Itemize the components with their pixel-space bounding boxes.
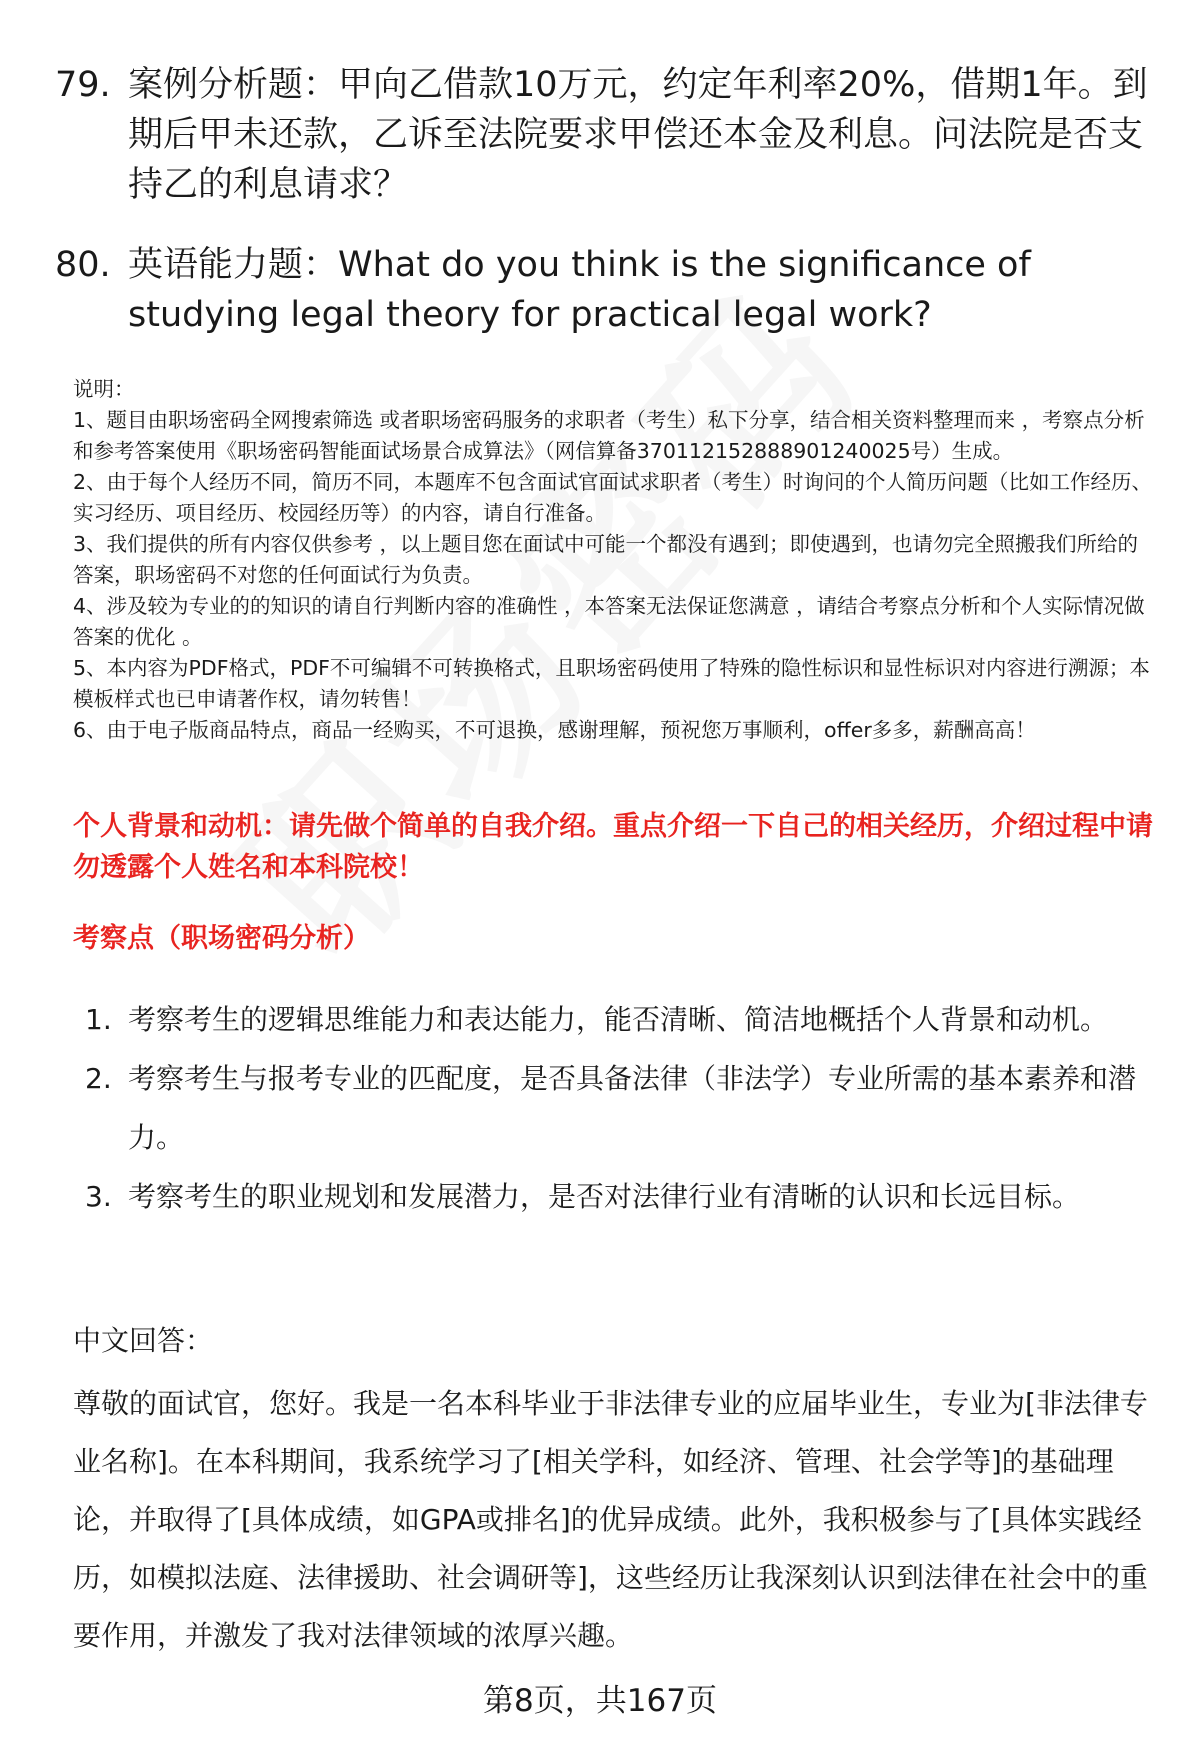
note-item: 2、由于每个人经历不同，简历不同，本题库不包含面试官面试求职者（考生）时询问的个人简历问题（比如工作经历、实习经历、项目经历、校园经历等）的内容，请自行准备。: [73, 470, 1153, 525]
note-item: 3、我们提供的所有内容仅供参考 ，以上题目您在面试中可能一个都没有遇到；即使遇到，也请勿完全照搬我们所给的答案，职场密码不对您的任何面试行为负责。: [73, 532, 1139, 587]
question-80: [55, 240, 1155, 340]
answer-text: 尊敬的面试官，您好。我是一名本科毕业于非法律专业的应届毕业生，专业为[非法律专业名称]。在本科期间，我系统学习了[相关学科，如经济、管理、社会学等]的基础理论，并取得了[具体成绩，如GPA或排名]的优异成绩。此外，我积极参与了[具体实践经历，如模拟法庭、法律援助、社会调研等]，这些经历让我深刻认识到法律在社会中的重要作用，并激发了我对法律领域的浓厚兴趣。: [73, 1387, 1148, 1652]
intro-question: 个人背景和动机：请先做个简单的自我介绍。重点介绍一下自己的相关经历，介绍过程中请勿透露个人姓名和本科院校！: [73, 811, 1153, 883]
question-text: 英语能力题：What do you think is the significance of studying legal theory for practical legal work?: [128, 245, 1031, 335]
note-item: 5、本内容为PDF格式，PDF不可编辑不可转换格式，且职场密码使用了特殊的隐性标识和显性标识对内容进行溯源；本模板样式也已申请著作权，请勿转售！: [73, 656, 1150, 711]
analysis-point: [85, 1167, 1160, 1226]
question-number: 79.: [55, 65, 111, 105]
notes-title: 说明：: [73, 377, 135, 401]
analysis-point: [85, 990, 1160, 1049]
page-footer: 第8页，共167页: [483, 1683, 717, 1719]
note-item: 4、涉及较为专业的的知识的请自行判断内容的准确性 ，本答案无法保证您满意 ，请结合考察点分析和个人实际情况做答案的优化 。: [73, 594, 1145, 649]
analysis-title: 考察点（职场密码分析）: [73, 923, 370, 954]
answer-label: 中文回答：: [73, 1324, 214, 1357]
point-text: 考察考生的职业规划和发展潜力，是否对法律行业有清晰的认识和长远目标。: [128, 1180, 1081, 1213]
point-number: 2.: [85, 1062, 112, 1095]
notes-section: [73, 374, 1158, 746]
point-text: 考察考生的逻辑思维能力和表达能力，能否清晰、简洁地概括个人背景和动机。: [128, 1003, 1109, 1036]
note-item: 6、由于电子版商品特点，商品一经购买，不可退换，感谢理解，预祝您万事顺利，offer多多，薪酬高高！: [73, 718, 1036, 742]
question-number: 80.: [55, 245, 111, 285]
analysis-points: [85, 990, 1160, 1226]
question-text: 案例分析题：甲向乙借款10万元，约定年利率20%，借期1年。到期后甲未还款，乙诉至法院要求甲偿还本金及利息。问法院是否支持乙的利息请求？: [128, 65, 1148, 205]
point-number: 1.: [85, 1003, 112, 1036]
point-number: 3.: [85, 1180, 112, 1213]
point-text: 考察考生与报考专业的匹配度，是否具备法律（非法学）专业所需的基本素养和潜力。: [128, 1062, 1137, 1154]
question-79: [55, 60, 1155, 210]
note-item: 1、题目由职场密码全网搜索筛选 或者职场密码服务的求职者（考生）私下分享，结合相关资料整理而来 ，考察点分析和参考答案使用《职场密码智能面试场景合成算法》（网信算备370112152888901240025号）生成。: [73, 408, 1145, 463]
analysis-point: [85, 1049, 1160, 1167]
